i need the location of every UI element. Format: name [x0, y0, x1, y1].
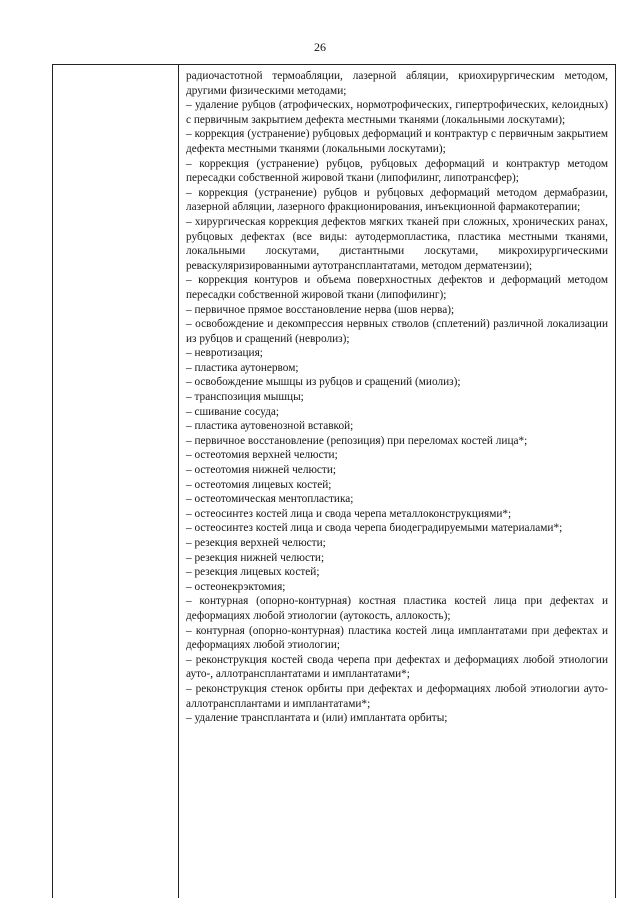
procedure-entry: – остеонекрэктомия; — [186, 580, 286, 593]
procedure-entry: – коррекция (устранение) рубцов и рубцовых деформаций методом дермабразии, лазерной абляции, лазерного фракционирования, инъекционной фармакотерапии; — [186, 186, 608, 214]
procedure-entry: – резекция нижней челюсти; — [186, 551, 325, 564]
procedure-entry: – остеотомия лицевых костей; — [186, 478, 332, 491]
procedure-entry: радиочастотной термоабляции, лазерной абляции, криохирургическим методом, другими физическими методами; — [186, 70, 608, 97]
procedure-entry: – хирургическая коррекция дефектов мягких тканей при сложных, хронических ранах, рубцовых дефектах (все виды: аутодермопластика, пластика местными тканями, локальными лоскутами, дистантными лоскутами, микрохирургическими реваскуляризированными аутотрансплантатами, методом дерматензии); — [186, 215, 608, 272]
procedure-entry: – остеотомическая ментопластика; — [186, 493, 354, 506]
table-right-border — [615, 64, 616, 898]
procedure-entry: – освобождение и декомпрессия нервных стволов (сплетений) различной локализации из рубцов и сращений (невролиз); — [186, 318, 608, 345]
procedure-entry: – первичное восстановление (репозиция) при переломах костей лица*; — [186, 434, 528, 447]
procedure-entry: – удаление трансплантата и (или) имплантата орбиты; — [186, 712, 448, 725]
procedure-entry: – пластика аутовенозной вставкой; — [186, 420, 354, 433]
table-top-border — [52, 64, 616, 65]
table-column-divider — [178, 64, 179, 898]
procedure-entry: – остеотомия нижней челюсти; — [186, 464, 337, 477]
procedure-entry: – освобождение мышцы из рубцов и сращений (миолиз); — [186, 376, 461, 389]
procedure-entry: – резекция лицевых костей; — [186, 566, 320, 579]
procedure-entry: – невротизация; — [186, 347, 263, 360]
procedure-entry: – коррекция (устранение) рубцов, рубцовых деформаций и контрактур методом пересадки собственной жировой ткани (липофилинг, липотрансфер); — [186, 157, 608, 185]
procedure-entry: – контурная (опорно-контурная) костная пластика костей лица при дефектах и деформациях любой этиологии (аутокость, аллокость); — [186, 595, 608, 622]
procedure-entry: – контурная (опорно-контурная) пластика костей лица имплантатами при дефектах и деформациях любой этиологии; — [186, 624, 608, 652]
procedure-entry: – коррекция (устранение) рубцовых деформаций и контрактур с первичным закрытием дефекта местными тканями (локальными лоскутами); — [186, 128, 608, 155]
procedure-entry: – остеосинтез костей лица и свода черепа металлоконструкциями*; — [186, 507, 512, 520]
procedures-cell — [186, 69, 608, 726]
procedure-entry: – остеотомия верхней челюсти; — [186, 449, 338, 462]
document-table — [52, 64, 616, 898]
procedure-entry: – пластика аутонервом; — [186, 361, 299, 374]
procedure-entry: – реконструкция костей свода черепа при дефектах и деформациях любой этиологии ауто-, аллотрансплантатами и имплантатами*; — [186, 653, 608, 681]
procedure-entry: – остеосинтез костей лица и свода черепа биодеградируемыми материалами*; — [186, 522, 563, 535]
procedure-entry: – удаление рубцов (атрофических, нормотрофических, гипертрофических, келоидных) с первичным закрытием дефекта местными тканями (локальными лоскутами); — [186, 99, 608, 126]
procedure-entry: – первичное прямое восстановление нерва (шов нерва); — [186, 303, 455, 316]
procedure-entry: – резекция верхней челюсти; — [186, 537, 326, 549]
procedure-entry: – сшивание сосуда; — [186, 405, 280, 418]
procedure-entry: – реконструкция стенок орбиты при дефектах и деформациях любой этиологии ауто- аллотрансплантами и имплантатами*; — [186, 682, 608, 710]
table-left-border — [52, 64, 53, 898]
page-number: 26 — [314, 40, 326, 54]
procedure-entry: – транспозиция мышцы; — [186, 391, 304, 404]
procedure-entry: – коррекция контуров и объема поверхностных дефектов и деформаций методом пересадки собственной жировой ткани (липофилинг); — [186, 274, 608, 301]
